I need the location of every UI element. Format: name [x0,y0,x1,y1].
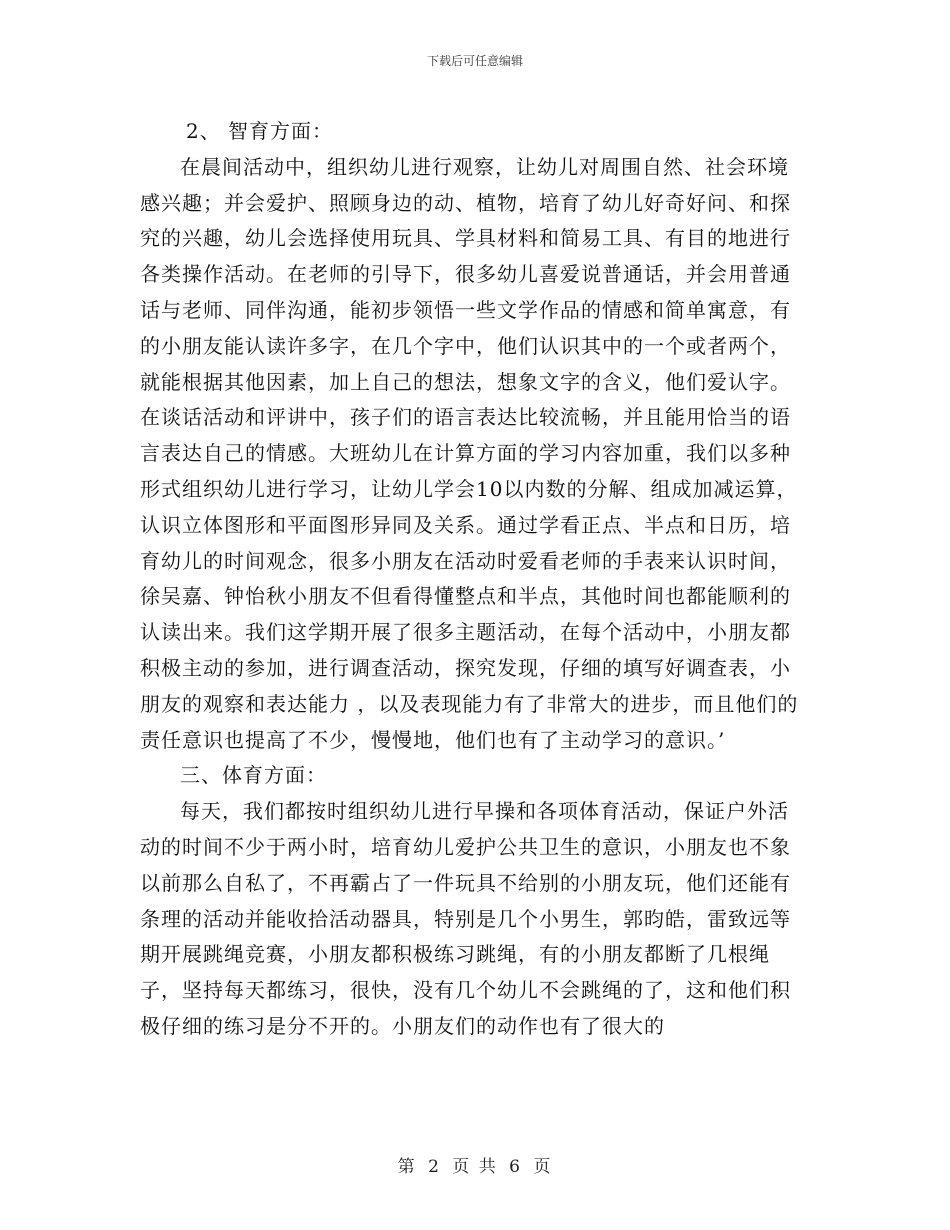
paragraph-intellectual: 在晨间活动中，组织幼儿进行观察，让幼儿对周围自然、社会环境感兴趣；并会爱护、照顾身边的动、植物，培育了幼儿好奇好问、和探究的兴趣，幼儿会选择使用玩具、学具材料和简易工具、有目的地进行各类操作活动。在老师的引导下，很多幼儿喜爱说普通话，并会用普通话与老师、同伴沟通，能初步领悟一些文学作品的情感和简单寓意，有的小朋友能认读许多字，在几个字中，他们认识其中的一个或者两个，就能根据其他因素，加上自己的想法，想象文字的含义，他们爱认字。在谈话活动和评讲中，孩子们的语言表达比较流畅，并且能用恰当的语言表达自己的情感。大班幼儿在计算方面的学习内容加重，我们以多种形式组织幼儿进行学习，让幼儿学会10以内数的分解、组成加减运算，认识立体图形和平面图形异同及关系。通过学看正点、半点和日历，培育幼儿的时间观念，很多小朋友在活动时爱看老师的手表来认识时间，徐吴嘉、钟怡秋小朋友不但看得懂整点和半点，其他时间也都能顺利的认读出来。我们这学期开展了很多主题活动，在每个活动中，小朋友都积极主动的参加，进行调查活动，探究发现，仔细的填写好调查表，小朋友的观察和表达能力 ，以及表现能力有了非常大的进步，而且他们的责任意识也提高了不少，慢慢地，他们也有了主动学习的意识。’ [140,154,799,752]
section-heading-intellectual [140,114,808,150]
current-page-number: 2 [428,1157,441,1177]
section-number: 2、 [186,119,221,143]
footer-middle: 页 共 [452,1157,498,1177]
section-heading-physical: 三、体育方面： [180,763,327,788]
footer-suffix: 页 [533,1157,553,1177]
page-header [0,52,950,69]
paragraph-physical: 每天，我们都按时组织幼儿进行早操和各项体育活动，保证户外活动的时间不少于两小时，培育幼儿爱护公共卫生的意识，小朋友也不象以前那么自私了，不再霸占了一件玩具不给别的小朋友玩，他们还能有条理的活动并能收拾活动器具，特别是几个小男生，郭昀皓，雷致远等期开展跳绳竞赛，小朋友都积极练习跳绳，有的小朋友都断了几根绳子，坚持每天都练习，很快，没有几个幼儿不会跳绳的了，这和他们积极仔细的练习是分不开的。小朋友们的动作也有了很大的 [140,799,791,1038]
header-text: 下载后可任意编辑 [426,54,523,68]
total-page-number: 6 [509,1157,522,1177]
section-title: 智育方面： [228,119,333,143]
page-footer [0,1152,950,1177]
document-body [140,114,808,1045]
footer-prefix: 第 [397,1157,417,1177]
